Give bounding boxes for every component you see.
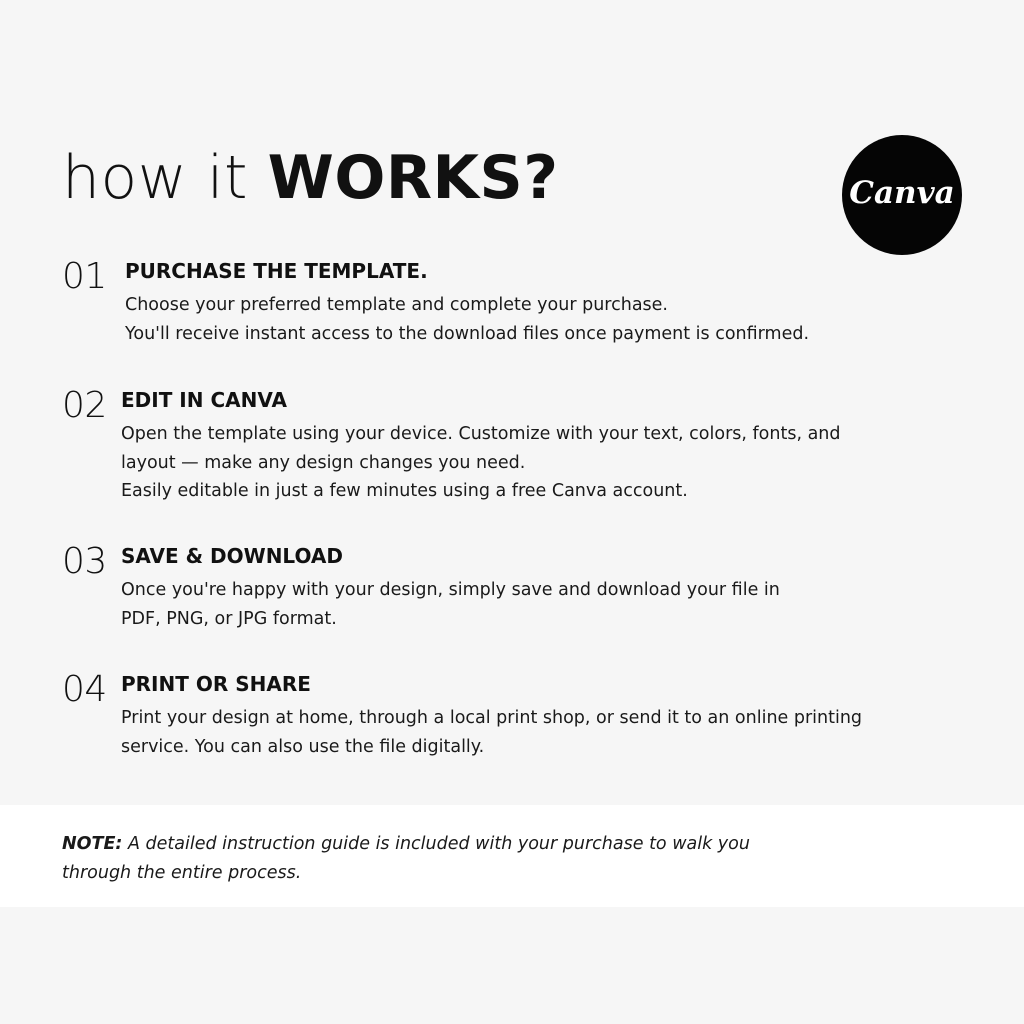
step-heading: SAVE & DOWNLOAD bbox=[121, 544, 344, 568]
step-description-line: Open the template using your device. Customize with your text, colors, fonts, and bbox=[121, 424, 841, 444]
step-heading: EDIT IN CANVA bbox=[121, 388, 287, 412]
step-number: 02 bbox=[62, 385, 107, 426]
step-description-line: Choose your preferred template and complete your purchase. bbox=[125, 295, 668, 315]
note-label: NOTE: bbox=[62, 834, 123, 854]
step-description-line: service. You can also use the file digitally. bbox=[121, 736, 485, 757]
step-description-line: PDF, PNG, or JPG format. bbox=[121, 608, 337, 629]
step-description bbox=[121, 576, 780, 633]
page-title-bold: WORKS? bbox=[267, 143, 559, 213]
step-description-line: Easily editable in just a few minutes using a free Canva account. bbox=[121, 481, 688, 501]
note-section bbox=[0, 805, 1024, 907]
note-line bbox=[62, 830, 750, 859]
note-text bbox=[62, 830, 750, 887]
note-body: A detailed instruction guide is included with your purchase to walk you bbox=[122, 834, 750, 854]
step-description bbox=[121, 704, 862, 761]
page-title-light: how it bbox=[62, 143, 268, 213]
note-line: through the entire process. bbox=[62, 862, 302, 883]
page-title bbox=[62, 138, 559, 218]
step-description-line: Once you're happy with your design, simply save and download your file in bbox=[121, 580, 780, 600]
step-description-line: layout — make any design changes you need. bbox=[121, 452, 526, 473]
canva-logo-text: Canva bbox=[849, 174, 955, 211]
step-heading: PURCHASE THE TEMPLATE. bbox=[125, 259, 428, 283]
step-description bbox=[121, 420, 841, 506]
step-number: 03 bbox=[62, 541, 107, 582]
canva-logo bbox=[842, 135, 962, 255]
step-description bbox=[125, 291, 809, 348]
step-heading: PRINT OR SHARE bbox=[121, 672, 311, 696]
step-description-line: You'll receive instant access to the download files once payment is confirmed. bbox=[125, 323, 810, 344]
step-description-line: Print your design at home, through a local print shop, or send it to an online printing bbox=[121, 708, 863, 728]
step-number: 01 bbox=[62, 256, 107, 297]
step-number: 04 bbox=[62, 669, 107, 710]
